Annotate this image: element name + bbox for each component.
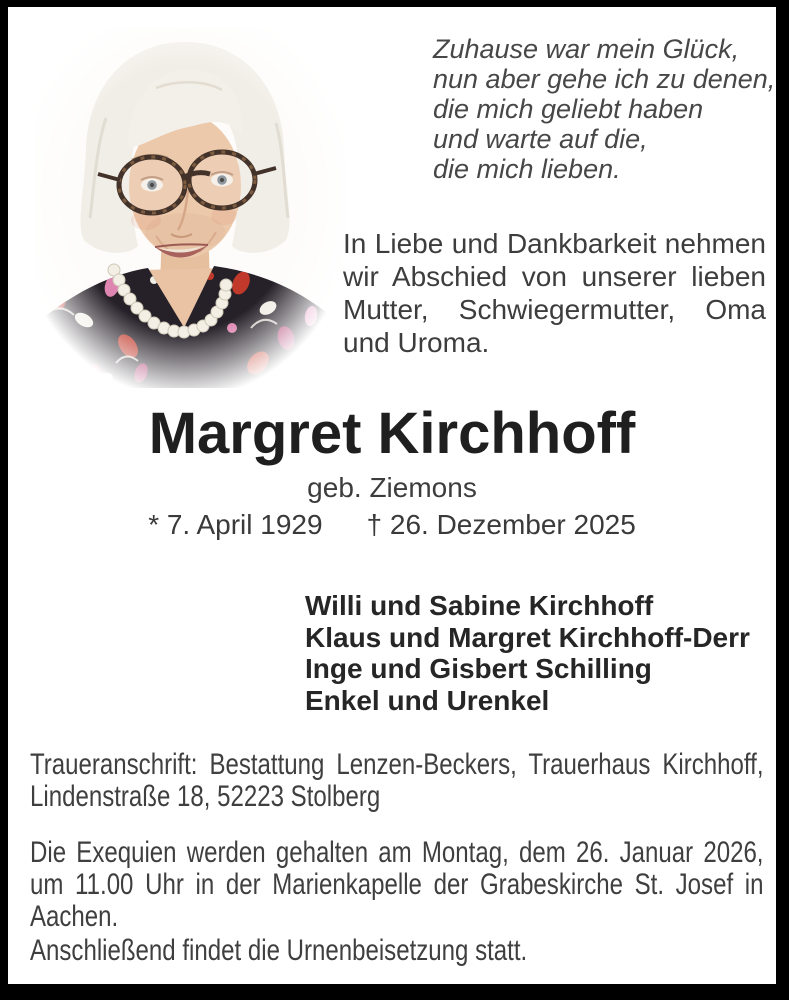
farewell-line: Mutter, Schwiegermutter, Oma [343,294,766,325]
maiden-name: geb. Ziemons [307,472,477,503]
service-line: um 11.00 Uhr in der Marienkapelle der Grabeskirche St. Josef in [30,868,764,901]
portrait-photo [36,28,346,388]
death-date: † 26. Dezember 2025 [366,509,636,540]
mourner-line: Enkel und Urenkel [305,684,550,716]
mourner-line: Willi und Sabine Kirchhoff [305,590,654,621]
life-dates [8,510,776,540]
poem-line: die mich lieben. [433,154,621,184]
condolence-address [30,749,764,813]
farewell-text [343,227,766,359]
burial-info: Anschließend findet die Urnenbeisetzung statt. [30,934,528,967]
farewell-line: wir Abschied von unserer lieben [343,261,766,292]
poem-line: Zuhause war mein Glück, [433,34,740,64]
deceased-name: Margret Kirchhoff [148,401,636,466]
birth-date: * 7. April 1929 [148,509,323,540]
address-line: Traueranschrift: Bestattung Lenzen-Beckers, Trauerhaus Kirchhoff, [30,748,764,781]
farewell-line: und Uroma. [343,327,490,358]
epitaph-poem [433,34,783,184]
service-line: Die Exequien werden gehalten am Montag, dem 26. Januar 2026, [30,836,764,869]
mourner-line: Klaus und Margret Kirchhoff-Derr [305,621,750,653]
poem-line: und warte auf die, [433,124,648,154]
service-line: Aachen. [30,900,119,933]
poem-line: nun aber gehe ich zu denen, [433,64,776,94]
mourners-list [305,590,750,716]
farewell-line: In Liebe und Dankbarkeit nehmen [343,228,766,259]
service-info [30,837,764,933]
poem-line: die mich geliebt haben [433,94,704,124]
address-line: Lindenstraße 18, 52223 Stolberg [30,780,381,813]
mourner-line: Inge und Gisbert Schilling [305,653,652,684]
